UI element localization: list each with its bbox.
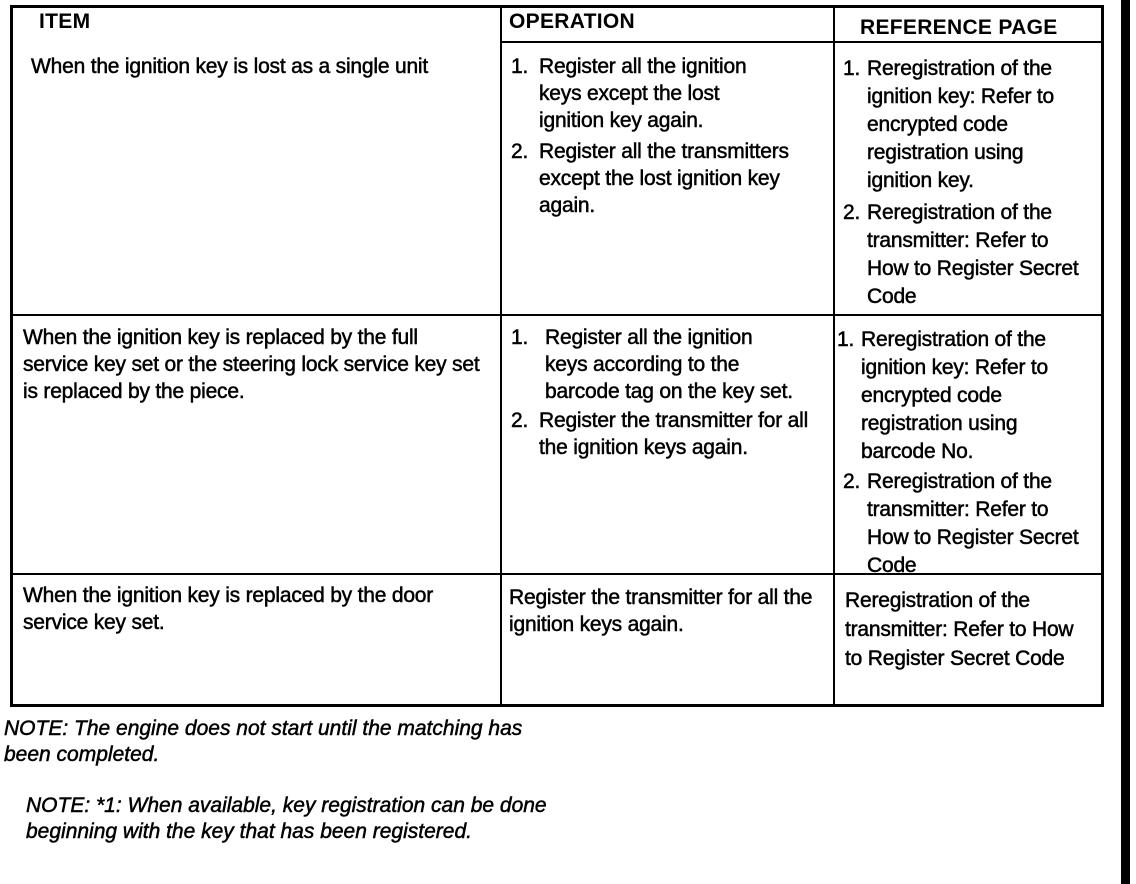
row3-reference: Reregistration of the transmitter: Refer to How to Register Secret Code — [845, 589, 1074, 670]
step-text: Reregistration of the transmitter: Refer to How to Register Secret Code — [867, 470, 1079, 577]
row-divider — [13, 314, 1101, 316]
step-number: 2. — [843, 201, 861, 224]
key-registration-table — [10, 5, 1104, 707]
row2-reference — [837, 326, 1099, 580]
row2-reference-step — [837, 326, 1099, 466]
header-reference-page: REFERENCE PAGE — [860, 16, 1058, 39]
row2-item: When the ignition key is replaced by the full service key set or the steering lock service key set is replaced by the piece. — [23, 326, 480, 403]
row1-reference — [843, 55, 1095, 311]
column-divider — [500, 8, 502, 704]
note-key-registration: NOTE: *1: When available, key registration can be done beginning with the key that has been registered. — [26, 794, 547, 843]
header-operation: OPERATION — [509, 10, 635, 33]
note-engine-start: NOTE: The engine does not start until the matching has been completed. — [4, 717, 523, 766]
column-divider — [833, 8, 835, 704]
step-text: Reregistration of the ignition key: Refer to encrypted code registration using barcode No. — [861, 328, 1049, 463]
step-text: Reregistration of the ignition key: Refer to encrypted code registration using ignition key. — [867, 57, 1055, 192]
step-text: Register all the ignition keys except the lost ignition key again. — [539, 55, 747, 132]
page-edge-rule — [1121, 0, 1130, 884]
step-number: 1. — [511, 55, 529, 78]
row2-operation-step — [511, 407, 829, 461]
step-text: Register all the ignition keys according to the barcode tag on the key set. — [545, 326, 793, 403]
step-number: 2. — [511, 409, 529, 432]
row2-operation — [511, 324, 829, 461]
row1-operation-step — [511, 53, 829, 134]
row2-reference-step — [837, 468, 1099, 580]
step-text: Reregistration of the transmitter: Refer to How to Register Secret Code — [867, 201, 1079, 308]
step-text: Register all the transmitters except the lost ignition key again. — [539, 140, 789, 217]
step-number: 1. — [511, 326, 529, 349]
row1-reference-step — [843, 55, 1095, 195]
step-number: 1. — [837, 328, 855, 351]
step-text: Register the transmitter for all the ignition keys again. — [539, 409, 809, 459]
row1-item: When the ignition key is lost as a single unit — [31, 55, 429, 78]
step-number: 1. — [843, 57, 861, 80]
row1-operation — [511, 53, 829, 219]
row2-operation-step — [511, 324, 829, 405]
step-number: 2. — [511, 140, 529, 163]
header-item: ITEM — [39, 10, 91, 33]
row3-item: When the ignition key is replaced by the door service key set. — [23, 584, 434, 634]
row1-operation-step — [511, 138, 829, 219]
row3-operation: Register the transmitter for all the ignition keys again. — [509, 586, 813, 636]
row1-reference-step — [843, 199, 1095, 311]
header-rule — [500, 41, 1101, 43]
step-number: 2. — [843, 470, 861, 493]
